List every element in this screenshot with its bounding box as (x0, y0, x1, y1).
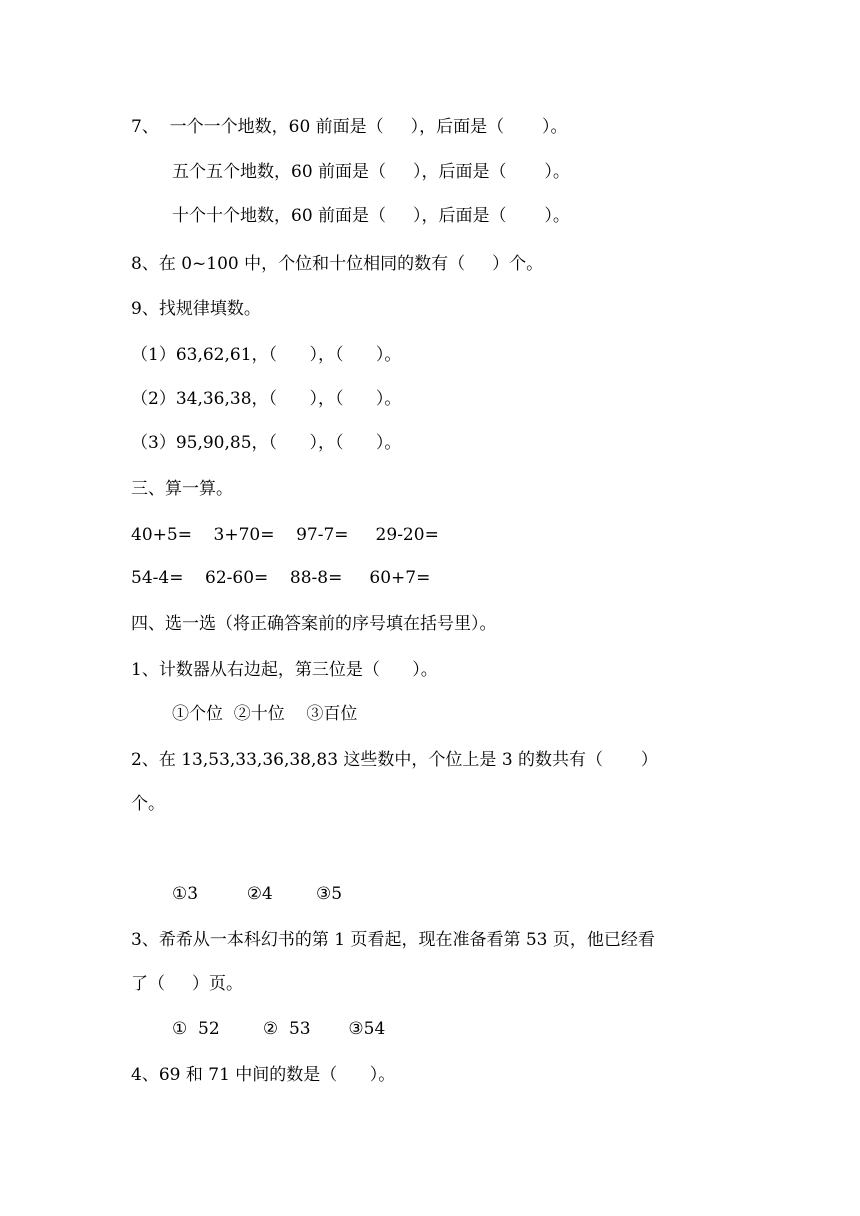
section-4-title: 四、选一选（将正确答案前的序号填在括号里）。 (131, 614, 497, 634)
choice-question-1: 1、计数器从右边起，第三位是（ ）。 (131, 660, 438, 680)
question-9-title: 9、找规律填数。 (131, 299, 261, 319)
choice-question-3: 3、希希从一本科幻书的第 1 页看起，现在准备看第 53 页，他已经看 (131, 930, 655, 950)
choice-question-2: 2、在 13,53,33,36,38,83 这些数中，个位上是 3 的数共有（ ） (131, 750, 658, 770)
choice-question-4: 4、69 和 71 中间的数是（ ）。 (131, 1065, 396, 1085)
question-9-item-1: （1）63,62,61，（ ），（ ）。 (131, 345, 402, 365)
question-9-item-3: （3）95,90,85，（ ），（ ）。 (131, 433, 402, 453)
choice-question-3-continued: 了（ ）页。 (131, 974, 244, 994)
choice-question-2-continued: 个。 (131, 794, 165, 814)
section-3-title: 三、算一算。 (131, 479, 233, 499)
calculation-row-1: 40+5= 3+70= 97-7= 29-20= (131, 525, 439, 545)
question-7-line-1: 7、 一个一个地数，60 前面是（ ），后面是（ ）。 (131, 117, 568, 137)
choice-question-3-options: ① 52 ② 53 ③54 (172, 1019, 386, 1039)
choice-question-1-options: ①个位 ②十位 ③百位 (172, 704, 358, 724)
calculation-row-2: 54-4= 62-60= 88-8= 60+7= (131, 568, 431, 588)
question-9-item-2: （2）34,36,38，（ ），（ ）。 (131, 389, 402, 409)
question-8: 8、在 0~100 中，个位和十位相同的数有（ ）个。 (131, 254, 544, 274)
choice-question-2-options: ①3 ②4 ③5 (172, 884, 343, 904)
question-7-line-2: 五个五个地数，60 前面是（ ），后面是（ ）。 (172, 162, 570, 182)
question-7-line-3: 十个十个地数，60 前面是（ ），后面是（ ）。 (172, 206, 570, 226)
